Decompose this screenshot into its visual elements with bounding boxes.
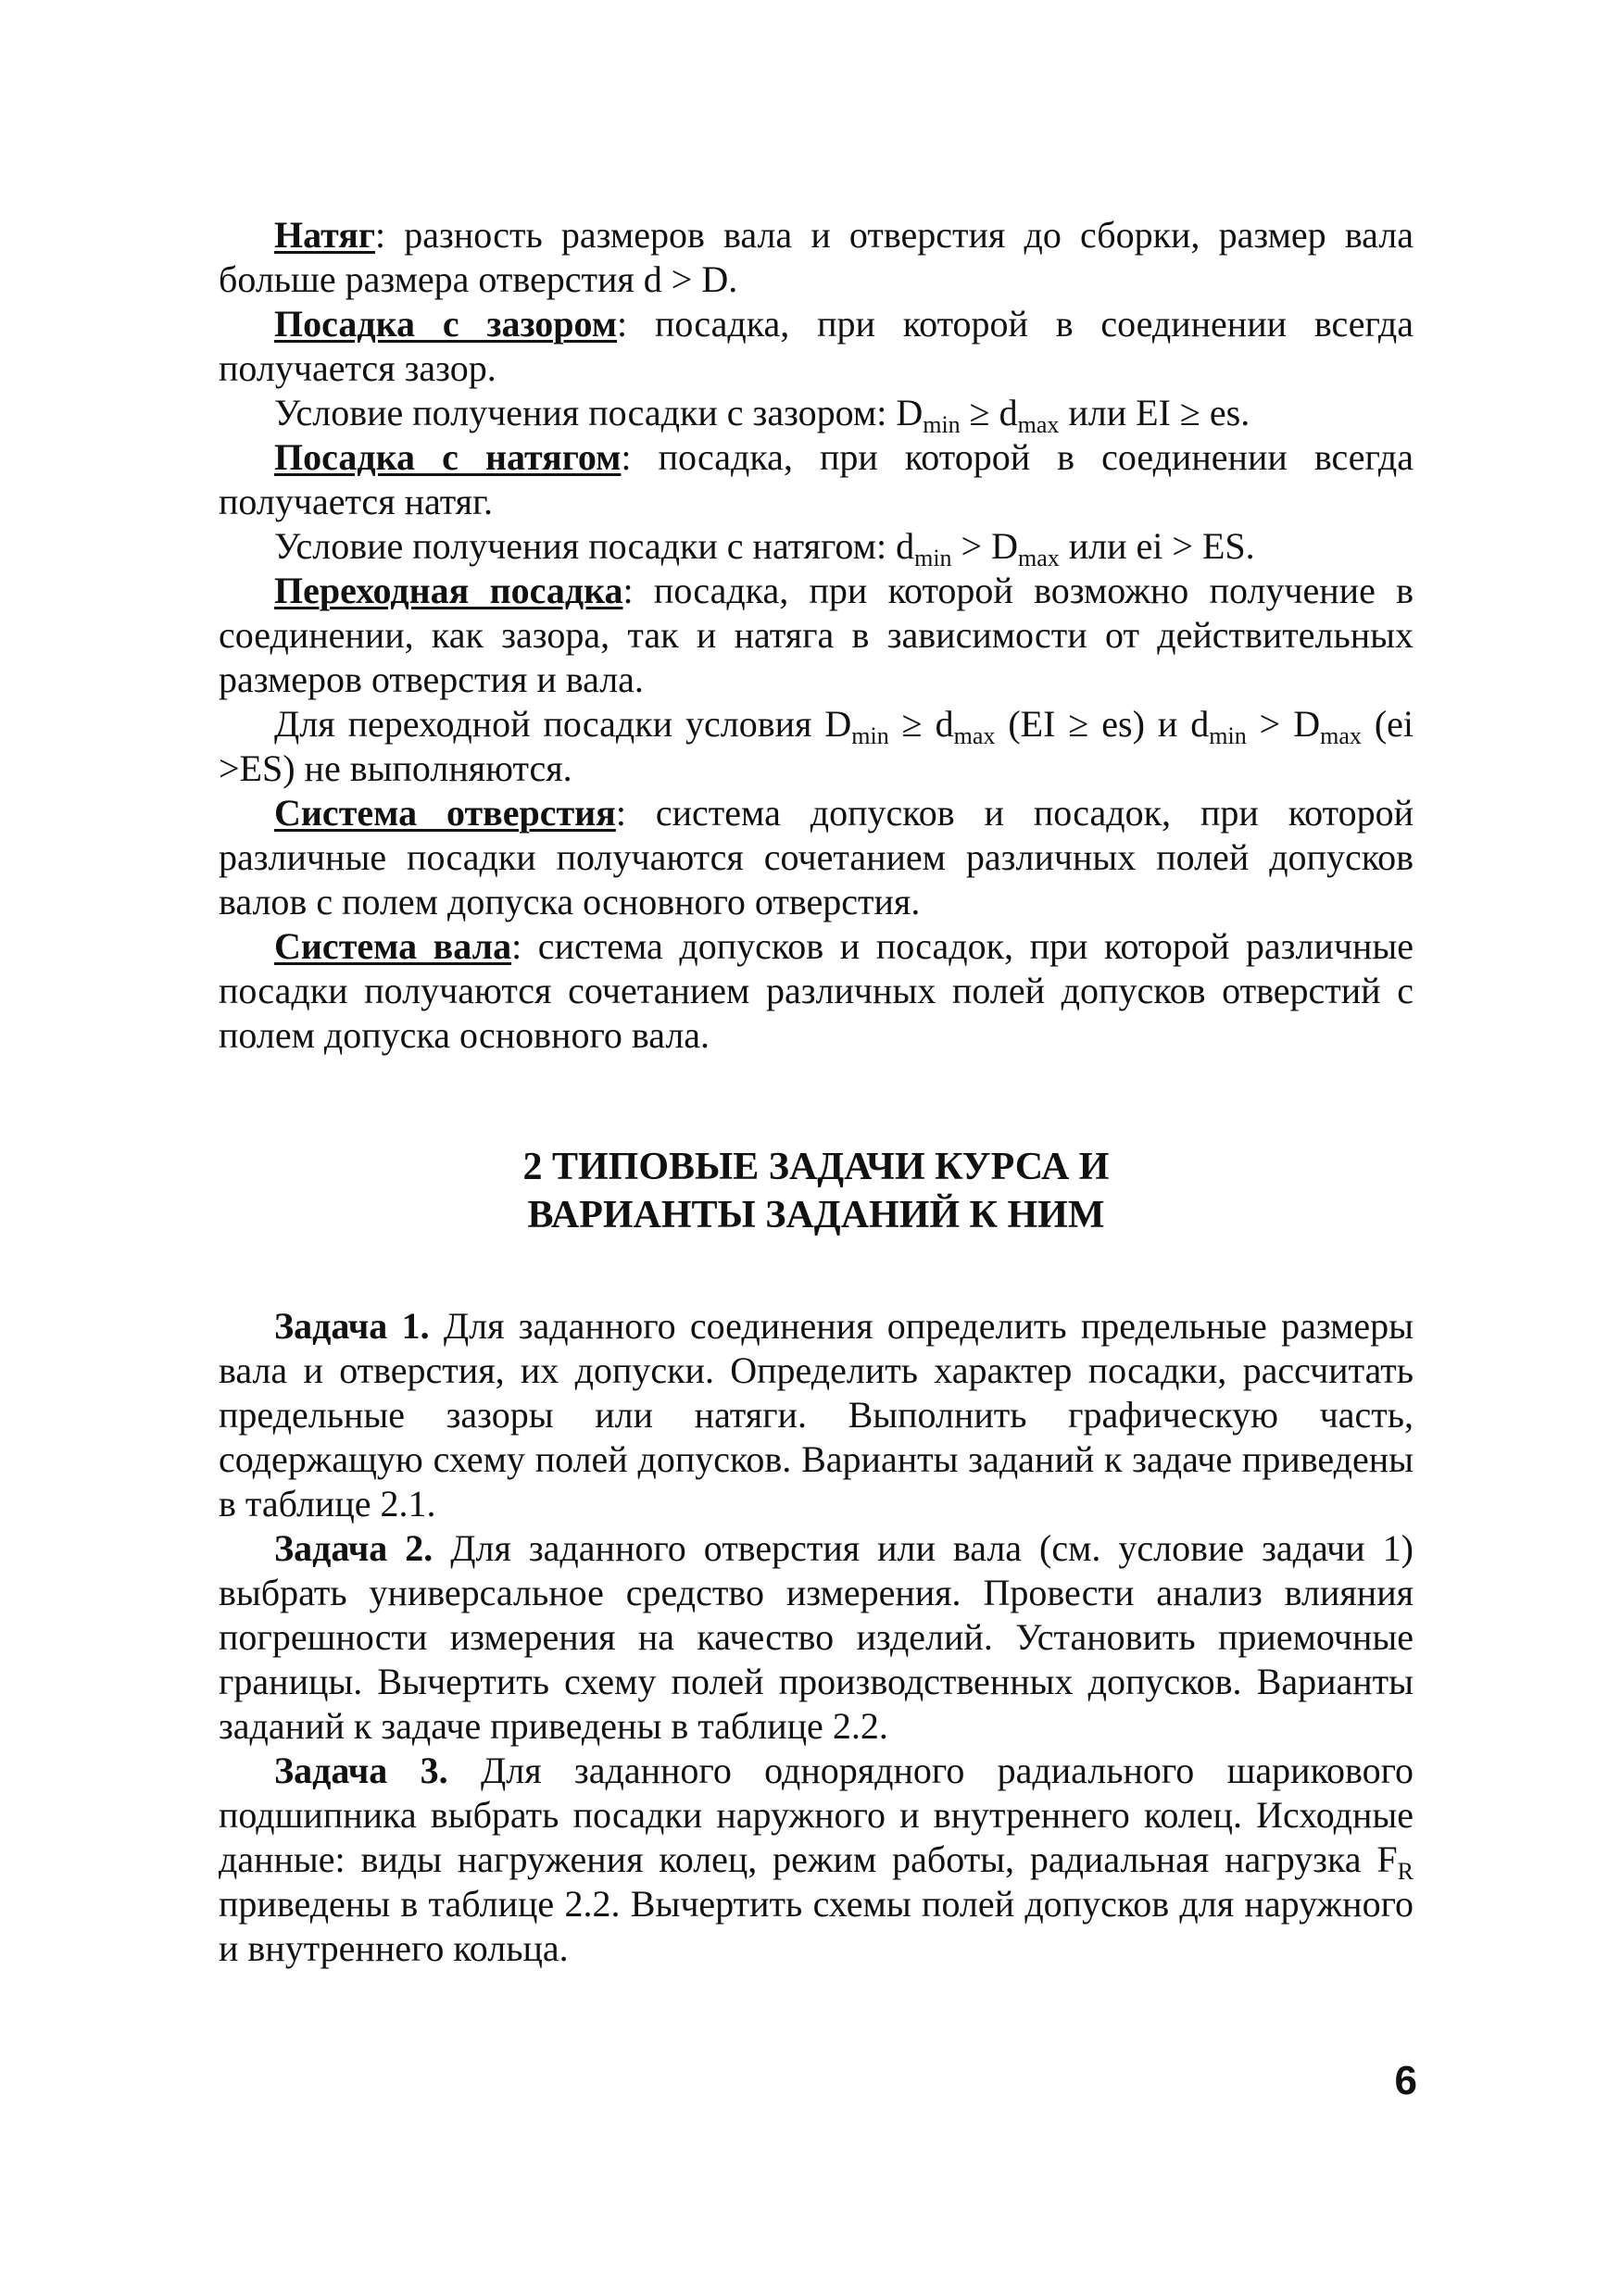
- definition-text: : разность размеров вала и отверстия до сборки, размер вала больше размера отверстия d > D.: [219, 214, 1414, 300]
- transition-condition: [219, 702, 1414, 791]
- task-text: Для заданного соединения определить предельные размеры вала и отверстия, их допуски. Определить характер посадки, рассчитать предельные зазоры или натяги. Выполнить графическую часть, содержащую схему полей допусков. Варианты заданий к задаче приведены в таблице 2.1.: [219, 1305, 1414, 1524]
- formula-text: (EI ≥ es) и d: [995, 703, 1210, 745]
- interference-condition: [219, 524, 1414, 569]
- definition-text: : посадка, при которой в соединении всегда получается натяг.: [219, 436, 1414, 522]
- task-text: Для заданного отверстия или вала (см. условие задачи 1) выбрать универсальное средство измерения. Провести анализ влияния погрешности измерения на качество изделий. Установить приемочные границы. Вычертить схему полей производственных допусков. Варианты заданий к задаче приведены в таблице 2.2.: [219, 1527, 1414, 1747]
- formula-text: (ei >ES) не выполняются.: [219, 703, 1414, 789]
- definition-term: Система вала: [274, 925, 512, 967]
- definition-interference-fit: [219, 435, 1414, 524]
- task-text: приведены в таблице 2.2. Вычертить схемы полей допусков для наружного и внутреннего кольца.: [219, 1883, 1414, 1969]
- section-heading: [219, 1143, 1414, 1239]
- clearance-condition: [219, 391, 1414, 438]
- task-2: [219, 1526, 1414, 1749]
- formula-text: ≥ d: [960, 392, 1018, 433]
- definition-text: : система допусков и посадок, при которой различные посадки получаются сочетанием различных полей допусков отверстий с полем допуска основного вала.: [219, 925, 1414, 1056]
- formula-text: Для переходной посадки условия D: [274, 703, 852, 745]
- task-label: Задача 1.: [274, 1305, 430, 1347]
- definition-text: : посадка, при которой в соединении всегда получается зазор.: [219, 303, 1414, 389]
- formula-text: или ei > ES.: [1059, 525, 1255, 567]
- definition-clearance-fit: [219, 302, 1414, 391]
- definition-text: : система допусков и посадок, при которой различные посадки получаются сочетанием различных полей допусков валов с полем допуска основного отверстия.: [219, 792, 1414, 922]
- task-1: [219, 1304, 1414, 1526]
- definition-transition-fit: [219, 569, 1414, 702]
- definition-term: Посадка с зазором: [274, 303, 618, 345]
- section-heading-line: 2 ТИПОВЫЕ ЗАДАЧИ КУРСА И: [522, 1146, 1110, 1188]
- formula-subscript: min: [923, 411, 961, 438]
- definition-term: Натяг: [274, 214, 376, 256]
- section-heading-line: ВАРИАНТЫ ЗАДАНИЙ К НИМ: [527, 1194, 1105, 1236]
- definition-shaft-system: [219, 924, 1414, 1058]
- formula-subscript: min: [851, 722, 889, 749]
- formula-subscript: max: [953, 722, 996, 749]
- formula-subscript: min: [914, 545, 952, 571]
- definition-term: Переходная посадка: [274, 570, 623, 611]
- formula-subscript: max: [1017, 411, 1060, 438]
- definition-text: : посадка, при которой возможно получение в соединении, как зазора, так и натяга в зависимости от действительных размеров отверстия и вала.: [219, 570, 1414, 700]
- page-content: [219, 213, 1414, 1971]
- formula-text: > D: [1246, 703, 1321, 745]
- page-number: 6: [1394, 2058, 1417, 2103]
- task-3: [219, 1749, 1414, 1971]
- formula-subscript: max: [1320, 722, 1362, 749]
- definition-interference: [219, 213, 1414, 302]
- formula-text: Условие получения посадки с натягом: d: [274, 525, 915, 567]
- task-label: Задача 3.: [274, 1750, 448, 1791]
- definition-term: Система отверстия: [274, 792, 616, 834]
- definition-term: Посадка с натягом: [274, 436, 622, 478]
- task-text: Для заданного однорядного радиального шарикового подшипника выбрать посадки наружного и внутреннего колец. Исходные данные: виды нагружения колец, режим работы, радиальная нагрузка F: [219, 1750, 1414, 1880]
- formula-subscript: min: [1209, 722, 1247, 749]
- formula-text: > D: [951, 525, 1018, 567]
- definition-hole-system: [219, 791, 1414, 924]
- formula-text: ≥ d: [888, 703, 954, 745]
- formula-text: Условие получения посадки с зазором: D: [274, 392, 924, 433]
- task-subscript: R: [1397, 1858, 1414, 1885]
- task-label: Задача 2.: [274, 1527, 434, 1569]
- formula-text: или EI ≥ es.: [1059, 392, 1250, 433]
- formula-subscript: max: [1018, 545, 1060, 571]
